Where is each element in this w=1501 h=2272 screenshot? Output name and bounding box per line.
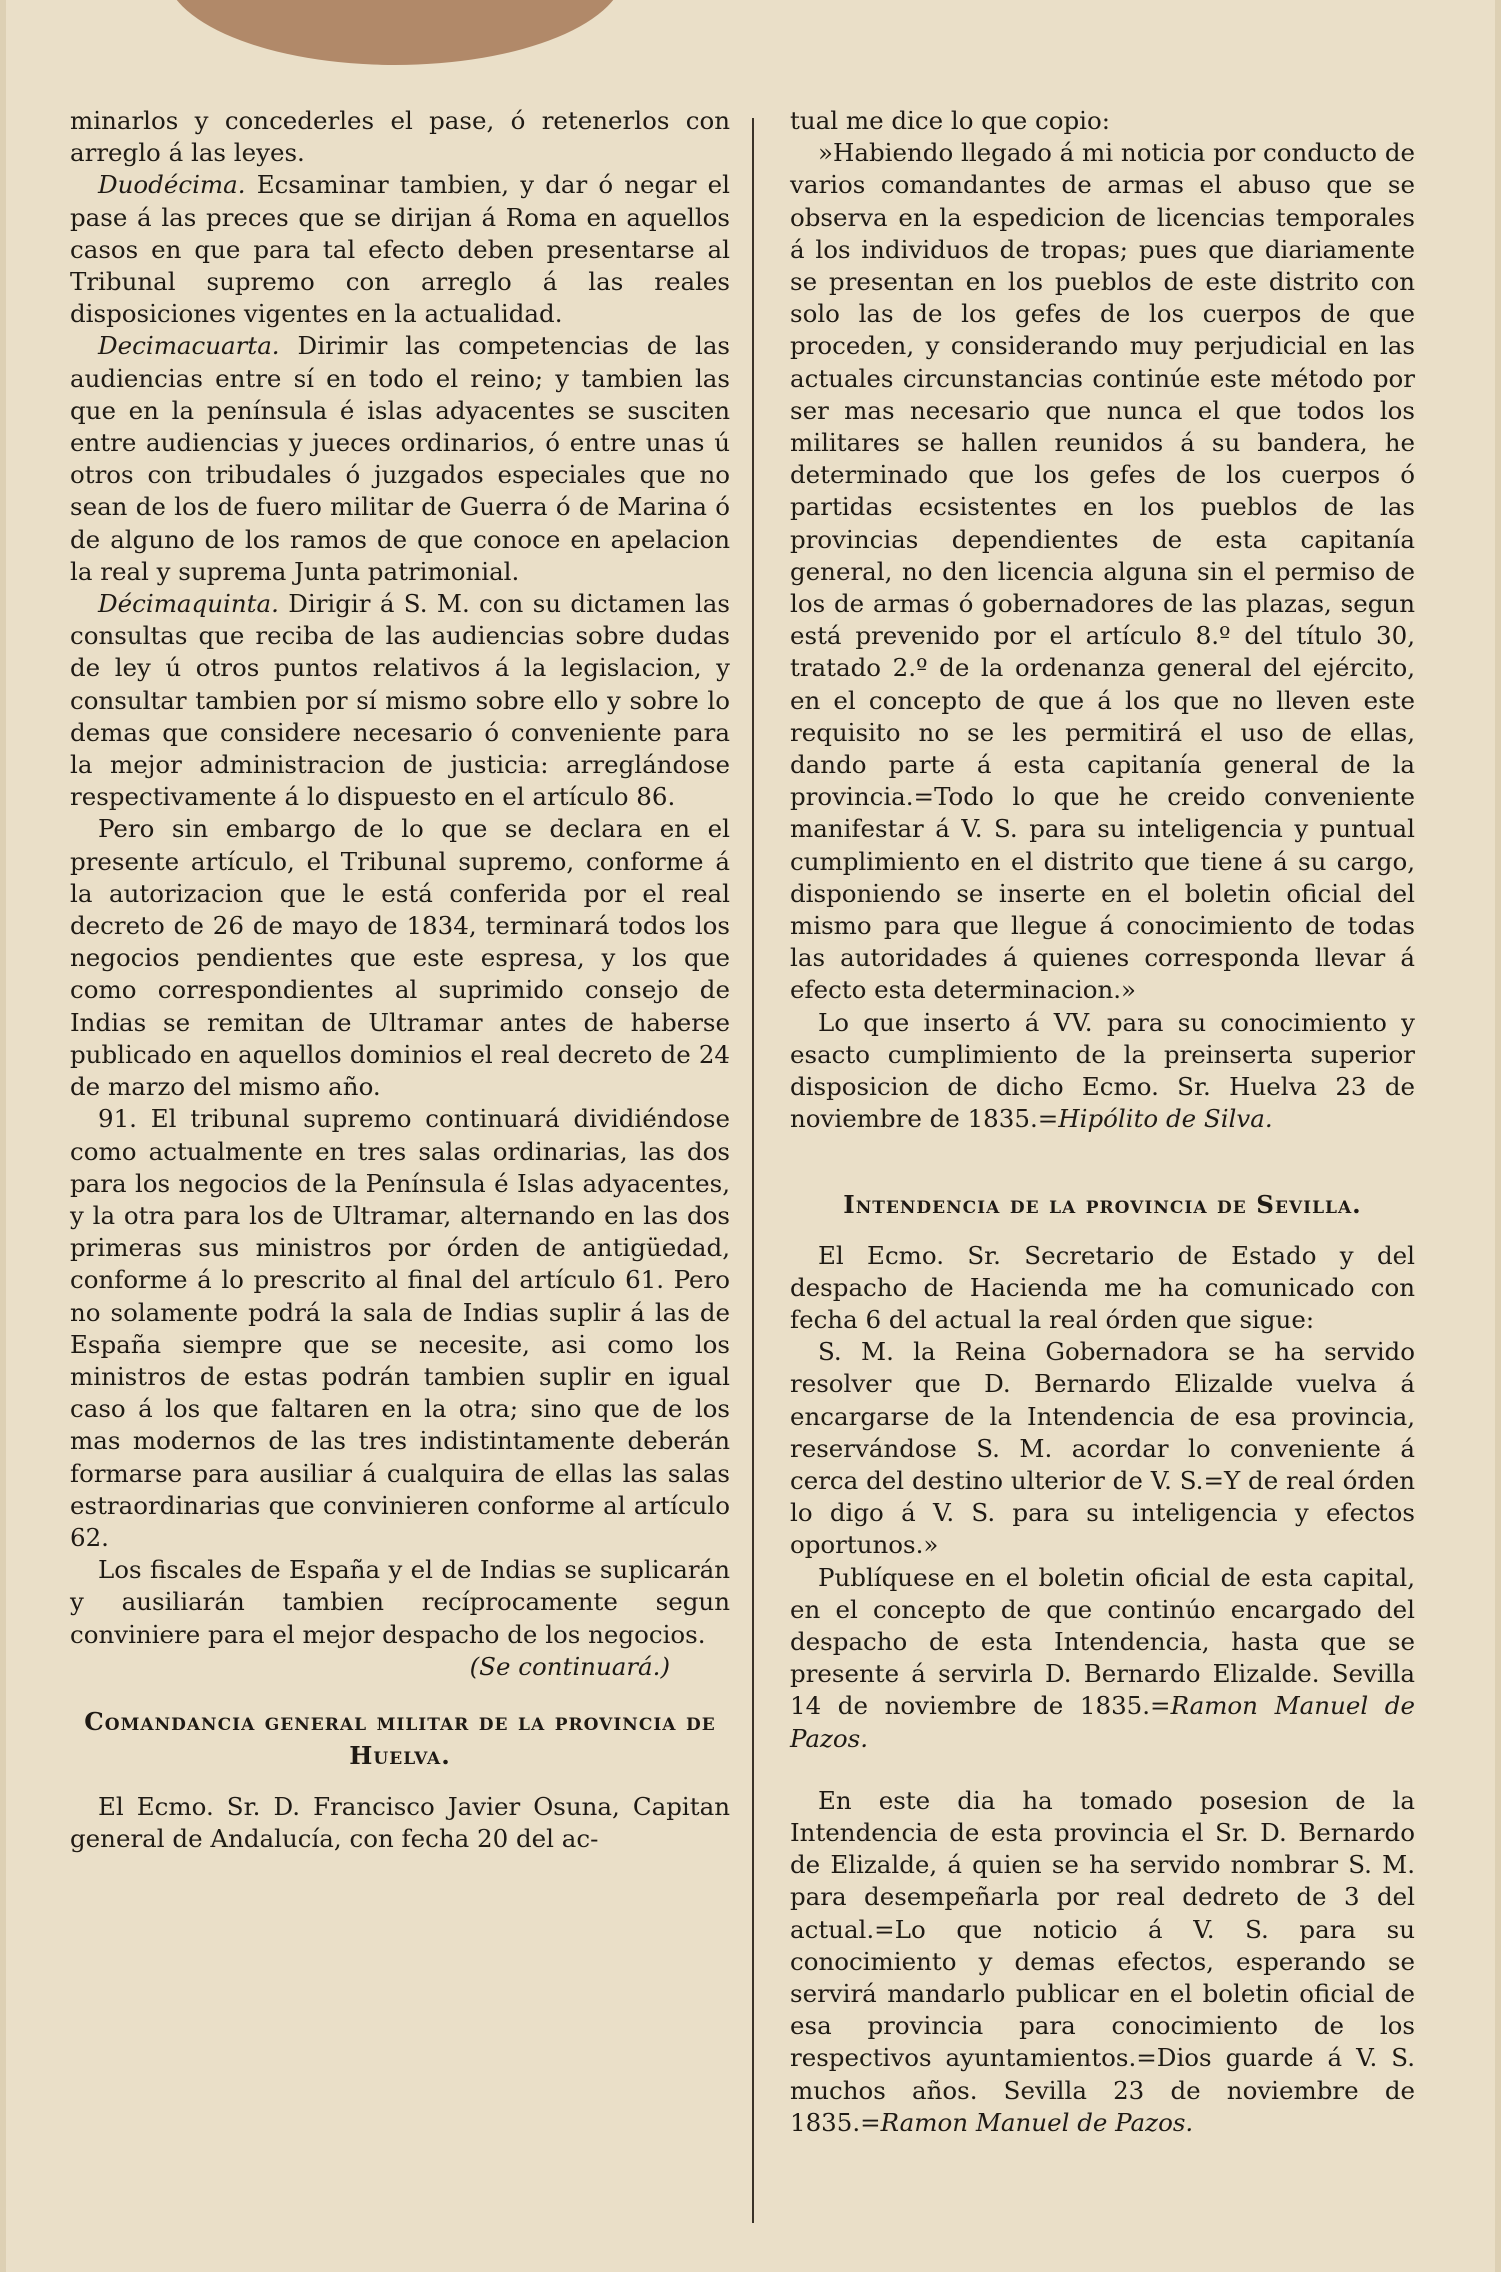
signature-silva: =Hipólito de Silva.	[1037, 1104, 1273, 1134]
right-paragraph-secretario: El Ecmo. Sr. Secretario de Estado y del despacho de Hacienda me ha comunicado con fecha 6 del actual la real órden que sigue:	[790, 1240, 1415, 1334]
article-heading-decimaquinta: Décimaquinta.	[98, 589, 279, 619]
right-paragraph-posesion	[790, 1785, 1415, 2139]
article-text-decimacuarta: Dirimir las competencias de las audiencias entre sí en todo el reino; y tambien las que en la península é islas adyacentes se susciten entre audiencias y jueces ordinarios, ó entre unas ú otros con tribudales ó juzgados especiales que no sean de los de fuero militar de Guerra ó de Marina ó de alguno de los ramos de que conoce en apelacion la real y suprema Junta patrimonial.	[70, 331, 731, 586]
left-column	[70, 105, 730, 1855]
column-divider	[752, 118, 754, 2223]
publiquese-text: Publíquese en el boletin oficial de esta capital, en el concepto de que continúo encargado del despacho de esta Intendencia, hasta que se presente á servirla D. Bernardo Elizalde. Sevilla 14 de noviembre de 1835.	[790, 1562, 1415, 1721]
article-heading-decimacuarta: Decimacuarta.	[98, 331, 280, 361]
article-text-duodecima: Ecsaminar tambien, y dar ó negar el pase á las preces que se dirijan á Roma en aquellos casos en que para tal efecto deben presentarse al Tribunal supremo con arreglo á las reales disposiciones vigentes en la actualidad.	[70, 170, 731, 329]
right-paragraph-reina: S. M. la Reina Gobernadora se ha servido resolver que D. Bernardo Elizalde vuelva á encargarse de la Intendencia de esa provincia, reservándose S. M. acordar lo conveniente á cerca del destino ulterior de V. S.=Y de real órden lo digo á V. S. para su inteligencia y efectos oportunos.»	[790, 1337, 1415, 1560]
page-edge-left	[0, 0, 6, 2272]
ink-stain	[165, 0, 625, 65]
right-paragraph-quote: »Habiendo llegado á mi noticia por conducto de varios comandantes de armas el abuso que se observa en la espedicion de licencias temporales á los individuos de tropas; pues que diariamente se presentan en los pueblos de este distrito con solo las de los gefes de los cuerpos de que proceden, y considerando muy perjudicial en las actuales circunstancias continúe este método por ser mas necesario que nunca el que todos los militares se hallen reunidos á su bandera, he determinado que los gefes de los cuerpos ó partidas ecsistentes en los pueblos de las provincias dependientes de esta capitanía general, no den licencia alguna sin el permiso de los de armas ó gobernadores de las plazas, segun está prevenido por el artículo 8.º del título 30, tratado 2.º de la ordenanza general del ejército, en el concepto de que á los que no lleven este requisito no se les permitirá el uso de ellas, dando parte á esta capitanía general de la provincia.=Todo lo que he creido conveniente manifestar á V. S. para su inteligencia y puntual cumplimiento en el distrito que tiene á su cargo, disponiendo se inserte en el boletin oficial del mismo para que llegue á conocimiento de todas las autoridades á quienes corresponda llevar á efecto esta determinacion.»	[790, 138, 1416, 1005]
section-heading-sevilla: Intendencia de la provincia de Sevilla.	[843, 1189, 1362, 1219]
left-paragraph-article-91: 91. El tribunal supremo continuará dividiéndose como actualmente en tres salas ordinarias, las dos para los negocios de la Península é Islas adyacentes, y la otra para los de Ultramar, alternando en las dos primeras sus ministros por órden de antigüedad, conforme á lo prescrito al final del artículo 61. Pero no solamente podrá la sala de Indias suplir á las de España siempre que se necesite, asi como los ministros de estas podrán tambien suplir en igual caso á los que faltaren en la otra; sino que de los mas modernos de las tres indistintamente deberán formarse para ausiliar á cualquira de ellas las salas estraordinarias que convinieren conforme al artículo 62.	[70, 1104, 730, 1552]
article-heading-duodecima: Duodécima.	[98, 170, 246, 200]
signature-pazos-2: =Ramon Manuel de Pazos.	[860, 2107, 1194, 2137]
continued-note: (Se continuará.)	[469, 1651, 670, 1681]
right-column	[790, 105, 1415, 2139]
signature-pazos-1: =Ramon Manuel de Pazos.	[790, 1691, 1415, 1753]
page-edge-right	[1495, 0, 1501, 2272]
left-paragraph-decimacuarta	[70, 330, 730, 588]
left-paragraph-osuna: El Ecmo. Sr. D. Francisco Javier Osuna, Capitan general de Andalucía, con fecha 20 del ac-	[70, 1791, 730, 1854]
inserto-text: Lo que inserto á VV. para su conocimiento y esacto cumplimiento de la preinserta superior disposicion de dicho Ecmo. Sr. Huelva 23 de noviembre de 1835.	[790, 1007, 1415, 1134]
section-heading-huelva: Comandancia general militar de la provincia de Huelva.	[84, 1706, 716, 1770]
posesion-text: En este dia ha tomado posesion de la Intendencia de esta provincia el Sr. D. Bernardo de Elizalde, á quien se ha servido nombrar S. M. para desempeñarla por real dedreto de 3 del actual.=Lo que noticio á V. S. para su conocimiento y demas efectos, esperando se servirá mandarlo publicar en el boletin oficial de esa provincia para conocimiento de los respectivos ayuntamientos.=Dios guarde á V. S. muchos años. Sevilla 23 de noviembre de 1835.	[790, 1785, 1415, 2137]
right-paragraph-inserto	[790, 1007, 1415, 1136]
left-paragraph-pero: Pero sin embargo de lo que se declara en el presente artículo, el Tribunal supremo, conforme á la autorizacion que le está conferida por el real decreto de 26 de mayo de 1834, terminará todos los negocios pendientes que este espresa, y los que como correspondientes al suprimido consejo de Indias se remitan de Ultramar antes de haberse publicado en aquellos dominios el real decreto de 24 de marzo del mismo año.	[70, 814, 730, 1102]
left-paragraph-1: minarlos y concederles el pase, ó retenerlos con arreglo á las leyes.	[70, 106, 730, 168]
left-paragraph-decimaquinta	[70, 588, 730, 813]
left-paragraph-fiscales: Los fiscales de España y el de Indias se suplicarán y ausiliarán tambien recíprocamente segun conviniere para el mejor despacho de los negocios.	[70, 1555, 730, 1649]
right-paragraph-1: tual me dice lo que copio:	[790, 106, 1111, 135]
article-text-decimaquinta: Dirigir á S. M. con su dictamen las consultas que reciba de las audiencias sobre dudas de ley ú otros puntos relativos á la legislacion, y consultar tambien por sí mismo sobre ello y sobre lo demas que considere necesario ó conveniente para la mejor administracion de justicia: arreglándose respectivamente á lo dispuesto en el artículo 86.	[70, 589, 730, 812]
right-paragraph-publiquese	[790, 1562, 1415, 1755]
left-paragraph-duodecima	[70, 169, 730, 330]
